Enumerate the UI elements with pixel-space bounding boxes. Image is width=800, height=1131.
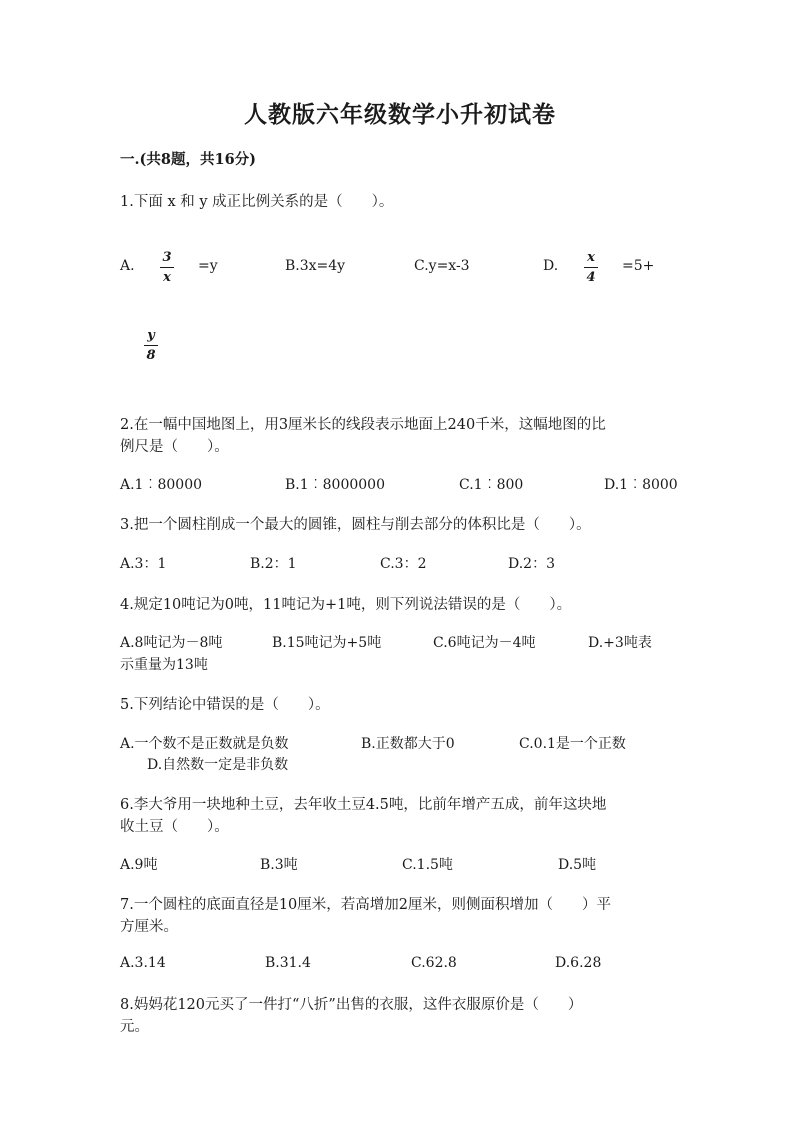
fraction-denominator: 8: [146, 348, 156, 363]
fraction-numerator: x: [587, 250, 595, 265]
q3-option-c: C.3：2: [380, 556, 427, 572]
fraction-bar: [160, 267, 174, 268]
question-1-stem: 1.下面 x 和 y 成正比例关系的是（ ）。: [120, 194, 394, 210]
q4-option-d-continued: 示重量为13吨: [120, 657, 208, 673]
question-8-stem-line1: 8.妈妈花120元买了一件打“八折”出售的衣服，这件衣服原价是（ ）: [120, 997, 583, 1013]
q5-option-b: B.正数都大于0: [361, 736, 455, 752]
q7-option-a: A.3.14: [120, 955, 166, 971]
q1-option-a-label: A.: [120, 258, 135, 274]
question-6-stem-line1: 6.李大爷用一块地种土豆，去年收土豆4.5吨，比前年增产五成，前年这块地: [120, 797, 607, 813]
question-4-stem: 4.规定10吨记为0吨，11吨记为+1吨，则下列说法错误的是（ ）。: [120, 597, 572, 613]
q7-option-c: C.62.8: [411, 955, 457, 971]
q3-option-d: D.2：3: [508, 556, 555, 572]
q6-option-b: B.3吨: [260, 857, 298, 873]
q1-option-a-rest: =y: [198, 258, 218, 274]
question-6-stem-line2: 收土豆（ ）。: [120, 819, 229, 835]
section-heading: 一.(共8题，共16分): [120, 151, 257, 168]
question-7-stem-line2: 方厘米。: [120, 919, 178, 935]
page-title: 人教版六年级数学小升初试卷: [244, 101, 556, 128]
fraction-bar: [144, 345, 158, 346]
q5-option-a: A.一个数不是正数就是负数: [120, 736, 289, 752]
q2-option-a: A.1︰80000: [120, 477, 203, 493]
question-7-stem-line1: 7.一个圆柱的底面直径是10厘米，若高增加2厘米，则侧面积增加（ ）平: [120, 897, 612, 913]
q6-option-d: D.5吨: [558, 857, 597, 873]
question-2-stem-line2: 例尺是（ ）。: [120, 439, 229, 455]
q1-option-b: B.3x=4y: [285, 258, 346, 274]
q5-option-c: C.0.1是一个正数: [519, 736, 626, 752]
q1-option-c: C.y=x-3: [414, 258, 470, 274]
question-5-stem: 5.下列结论中错误的是（ ）。: [120, 697, 330, 713]
q2-option-c: C.1︰800: [459, 477, 524, 493]
fraction-denominator: x: [163, 270, 171, 285]
q4-option-a: A.8吨记为－8吨: [120, 635, 223, 651]
fraction-denominator: 4: [586, 270, 596, 285]
q7-option-b: B.31.4: [265, 955, 311, 971]
q2-option-d: D.1︰8000: [604, 477, 678, 493]
q7-option-d: D.6.28: [555, 955, 602, 971]
q1-option-d-label: D.: [543, 258, 559, 274]
q1-option-a-fraction: [160, 250, 174, 285]
q5-option-d: D.自然数一定是非负数: [147, 757, 289, 773]
q1-option-d-fraction: [584, 250, 598, 285]
q4-option-c: C.6吨记为－4吨: [433, 635, 536, 651]
question-2-stem-line1: 2.在一幅中国地图上，用3厘米长的线段表示地面上240千米，这幅地图的比: [120, 417, 606, 433]
q1-option-d-fraction-2: [144, 328, 158, 363]
question-8-stem-line2: 元。: [120, 1019, 149, 1035]
q6-option-a: A.9吨: [120, 857, 158, 873]
fraction-numerator: 3: [162, 250, 172, 265]
q6-option-c: C.1.5吨: [402, 857, 453, 873]
q4-option-b: B.15吨记为+5吨: [272, 635, 382, 651]
fraction-numerator: y: [147, 328, 155, 343]
q3-option-a: A.3：1: [120, 556, 167, 572]
q1-option-d-rest: =5+: [622, 258, 655, 274]
q3-option-b: B.2：1: [250, 556, 297, 572]
q2-option-b: B.1︰8000000: [285, 477, 385, 493]
fraction-bar: [584, 267, 598, 268]
q4-option-d: D.+3吨表: [588, 635, 652, 651]
question-3-stem: 3.把一个圆柱削成一个最大的圆锥，圆柱与削去部分的体积比是（ ）。: [120, 517, 591, 533]
